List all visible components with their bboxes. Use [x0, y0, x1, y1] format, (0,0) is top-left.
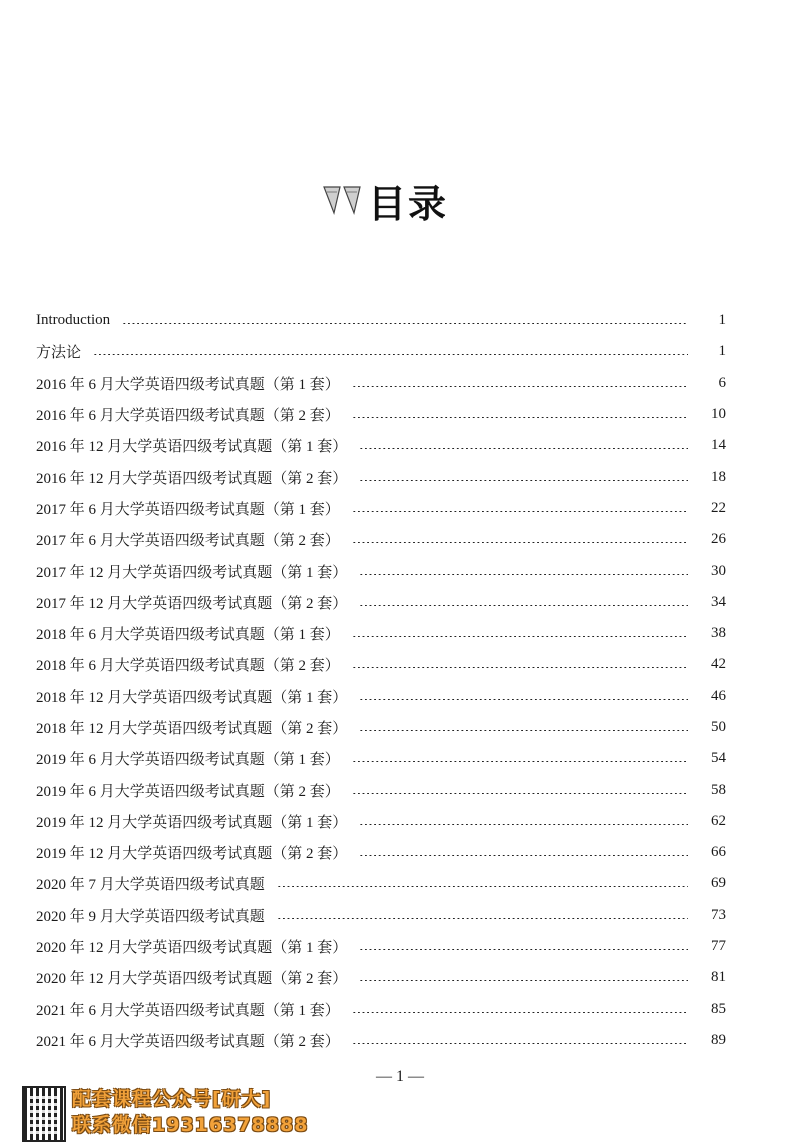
toc-entry	[36, 587, 726, 618]
promo-watermark	[22, 1086, 308, 1142]
toc-entry	[36, 618, 726, 649]
toc-entry	[36, 1025, 726, 1056]
dot-leader	[352, 793, 688, 794]
toc-entry	[36, 712, 726, 743]
toc-entry	[36, 305, 726, 336]
toc-entry	[36, 336, 726, 367]
qr-code-icon	[22, 1086, 66, 1142]
toc-entry-label: 2019 年 6 月大学英语四级考试真题（第 2 套）	[36, 783, 340, 800]
toc-entry-page: 77	[711, 938, 726, 955]
dot-leader	[352, 636, 688, 637]
dot-leader	[359, 605, 688, 606]
page-title: 目录	[368, 181, 449, 226]
toc-entry-label: 2020 年 9 月大学英语四级考试真题	[36, 908, 265, 925]
toc-entry-page: 46	[711, 687, 726, 704]
toc-entry	[36, 524, 726, 555]
toc-entry	[36, 774, 726, 805]
dot-leader	[352, 667, 688, 668]
toc-entry-page: 66	[711, 844, 726, 861]
toc-entry-page: 89	[711, 1031, 726, 1048]
dot-leader	[277, 918, 688, 919]
toc-entry-page: 30	[711, 562, 726, 579]
dot-leader	[352, 761, 688, 762]
toc-entry-label: 方法论	[36, 345, 82, 362]
table-of-contents	[36, 305, 726, 1056]
toc-entry-label: 2018 年 12 月大学英语四级考试真题（第 2 套）	[36, 721, 348, 737]
toc-entry-page: 34	[711, 593, 726, 610]
toc-entry	[36, 806, 726, 837]
toc-entry-label: 2021 年 6 月大学英语四级考试真题（第 1 套）	[36, 1002, 340, 1019]
dot-leader	[93, 354, 688, 355]
toc-entry-page: 85	[711, 1000, 726, 1017]
page-number: — 1 —	[376, 1068, 424, 1085]
toc-entry-label: 2018 年 12 月大学英语四级考试真题（第 1 套）	[36, 689, 348, 706]
toc-entry	[36, 743, 726, 774]
promo-line-1: 配套课程公众号[研大]	[72, 1088, 272, 1110]
toc-entry-label: 2017 年 6 月大学英语四级考试真题（第 1 套）	[36, 501, 340, 518]
toc-entry-label: 2021 年 6 月大学英语四级考试真题（第 2 套）	[36, 1033, 340, 1050]
toc-entry	[36, 994, 726, 1025]
toc-entry-label: Introduction	[36, 312, 111, 329]
toc-entry-page: 58	[711, 781, 726, 798]
toc-entry-page: 81	[711, 969, 726, 986]
toc-entry-label: 2017 年 6 月大学英语四级考试真题（第 2 套）	[36, 533, 340, 550]
dot-leader	[359, 480, 688, 481]
toc-entry-page: 54	[711, 750, 726, 767]
dot-leader	[277, 886, 688, 887]
dot-leader	[352, 417, 688, 418]
toc-entry-label: 2018 年 6 月大学英语四级考试真题（第 2 套）	[36, 658, 340, 675]
toc-entry-page: 73	[711, 906, 726, 923]
toc-entry-label: 2016 年 6 月大学英语四级考试真题（第 2 套）	[36, 408, 340, 425]
dot-leader	[352, 542, 688, 543]
dot-leader	[359, 824, 688, 825]
dot-leader	[352, 1012, 688, 1013]
toc-entry-label: 2016 年 12 月大学英语四级考试真题（第 1 套）	[36, 439, 348, 456]
toc-entry-label: 2019 年 6 月大学英语四级考试真题（第 1 套）	[36, 752, 340, 769]
toc-entry	[36, 868, 726, 899]
toc-entry	[36, 399, 726, 430]
dot-leader	[352, 511, 688, 512]
title-block	[322, 172, 448, 228]
toc-entry-page: 18	[711, 468, 726, 485]
quote-mark-icon	[322, 183, 364, 217]
toc-entry-page: 38	[711, 625, 726, 642]
toc-entry-page: 22	[711, 499, 726, 516]
toc-entry-page: 1	[718, 343, 726, 360]
toc-entry	[36, 649, 726, 680]
dot-leader	[122, 323, 688, 324]
toc-entry	[36, 962, 726, 993]
toc-entry	[36, 461, 726, 492]
toc-entry	[36, 493, 726, 524]
dot-leader	[359, 448, 688, 449]
toc-entry	[36, 555, 726, 586]
promo-line-2: 联系微信19316378888	[72, 1114, 309, 1136]
toc-entry-page: 1	[718, 312, 726, 329]
toc-entry	[36, 368, 726, 399]
toc-entry-label: 2017 年 12 月大学英语四级考试真题（第 1 套）	[36, 564, 348, 581]
toc-entry-page: 6	[718, 374, 726, 391]
toc-entry-label: 2020 年 12 月大学英语四级考试真题（第 2 套）	[36, 971, 348, 988]
toc-entry-label: 2017 年 12 月大学英语四级考试真题（第 2 套）	[36, 595, 348, 612]
toc-entry	[36, 681, 726, 712]
toc-entry-page: 42	[711, 656, 726, 673]
toc-entry-label: 2020 年 7 月大学英语四级考试真题	[36, 877, 265, 894]
toc-entry	[36, 931, 726, 962]
toc-entry-page: 62	[711, 812, 726, 829]
toc-entry-label: 2019 年 12 月大学英语四级考试真题（第 2 套）	[36, 846, 348, 863]
dot-leader	[352, 386, 688, 387]
dot-leader	[359, 949, 688, 950]
toc-entry	[36, 900, 726, 931]
dot-leader	[359, 699, 688, 700]
dot-leader	[359, 980, 688, 981]
toc-entry-page: 14	[711, 437, 726, 454]
toc-entry-page: 50	[711, 719, 726, 735]
toc-entry-label: 2020 年 12 月大学英语四级考试真题（第 1 套）	[36, 940, 348, 957]
toc-entry-label: 2018 年 6 月大学英语四级考试真题（第 1 套）	[36, 627, 340, 644]
toc-entry-label: 2019 年 12 月大学英语四级考试真题（第 1 套）	[36, 814, 348, 831]
toc-entry-label: 2016 年 6 月大学英语四级考试真题（第 1 套）	[36, 376, 340, 393]
dot-leader	[352, 1043, 688, 1044]
toc-entry	[36, 430, 726, 461]
dot-leader	[359, 574, 688, 575]
toc-entry-page: 26	[711, 531, 726, 548]
toc-entry	[36, 837, 726, 868]
toc-entry-page: 10	[711, 406, 726, 423]
toc-entry-label: 2016 年 12 月大学英语四级考试真题（第 2 套）	[36, 470, 348, 487]
toc-entry-page: 69	[711, 875, 726, 892]
dot-leader	[359, 855, 688, 856]
dot-leader	[359, 730, 688, 731]
